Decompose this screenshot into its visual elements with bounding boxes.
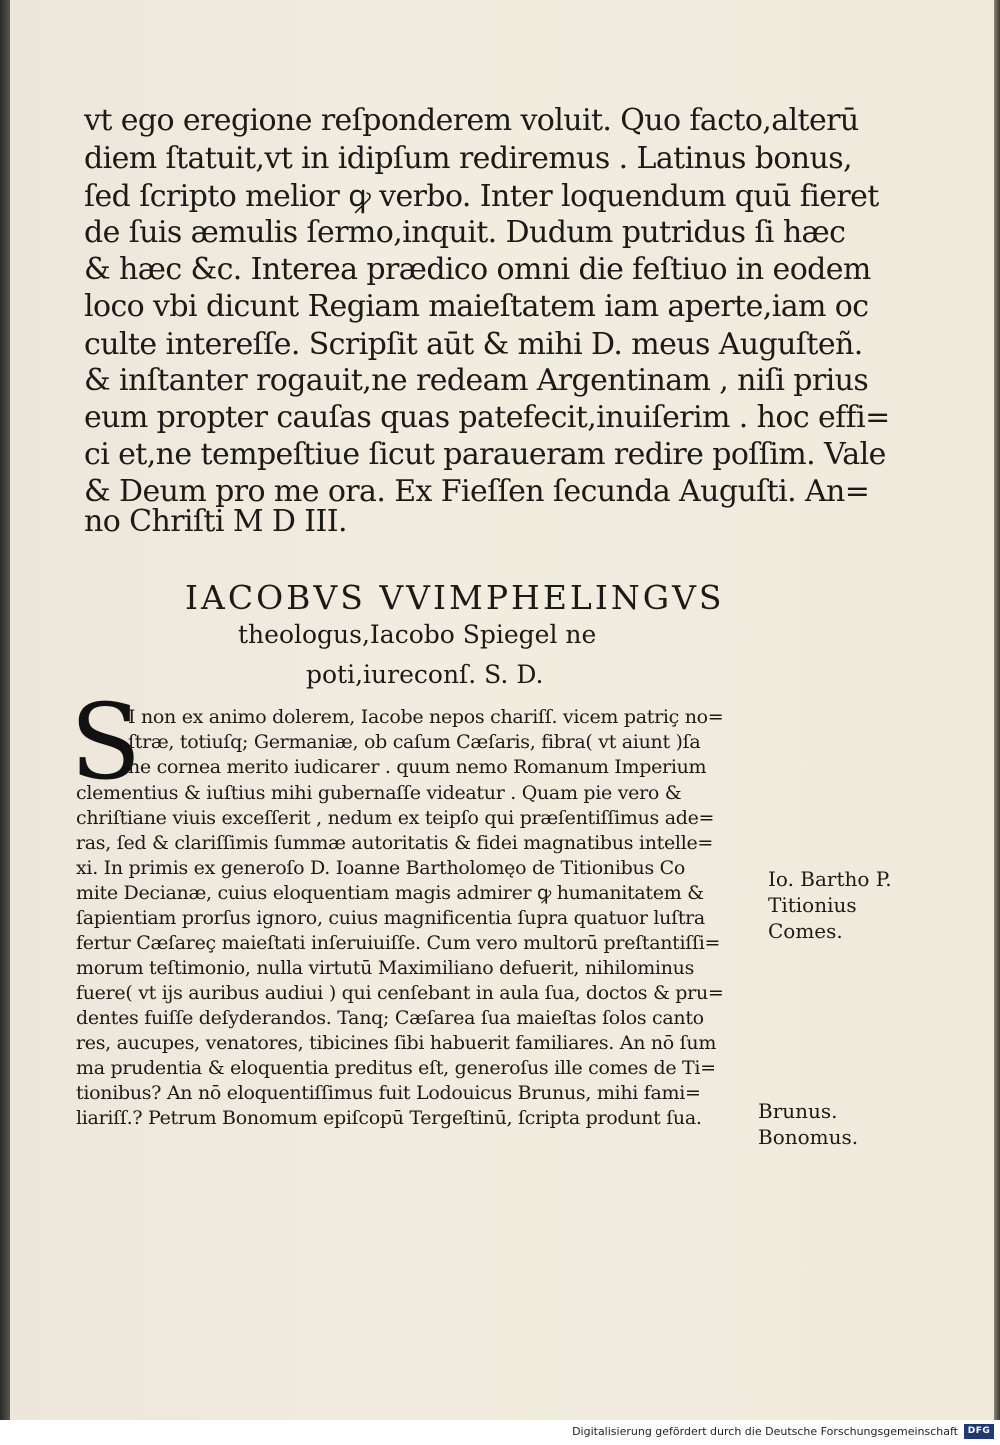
- body-line: morum teſtimonio, nulla virtutū Maximiliano defuerit, nihilominus: [76, 957, 695, 979]
- letter-line: & Deum pro me ora. Ex Fieſſen ſecunda Auguſti. An=: [84, 474, 870, 509]
- letter-line: no Chriſti M D III.: [84, 504, 347, 539]
- marginal-note-brunus: [758, 1098, 858, 1150]
- body-line: ſapientiam prorſus ignoro, cuius magnificentia ſupra quatuor luſtra: [76, 907, 705, 929]
- letter-line: vt ego eregione reſponderem voluit. Quo facto,alterū: [84, 103, 859, 138]
- marginal-note-line: Bonomus.: [758, 1125, 859, 1149]
- letter-line: loco vbi dicunt Regiam maieſtatem iam aperte,iam oc: [84, 289, 869, 324]
- body-line: mite Decianæ, cuius eloquentiam magis admirer ꝙ humanitatem &: [76, 882, 704, 904]
- body-line: fertur Cæſareç maieſtati inſeruiuiſſe. Cum vero multorū preſtantiſſi=: [76, 932, 721, 954]
- book-edge-right: [994, 0, 1000, 1420]
- letter-line: culte intereſſe. Scripſit aūt & mihi D. meus Auguſteñ.: [84, 327, 863, 362]
- decorated-initial: S: [70, 681, 142, 803]
- body-line: ras, ſed & clariſſimis ſummæ autoritatis & fidei magnatibus intelle=: [76, 832, 714, 854]
- letter-line: eum propter cauſas quas patefecit,inuiſerim . hoc effi=: [84, 400, 890, 435]
- body-line: liariſſ.? Petrum Bonomum epiſcopū Tergeſtinū, ſcripta produnt ſua.: [76, 1107, 702, 1129]
- marginal-note-line: Io. Bartho P.: [768, 867, 892, 891]
- body-line: ſtræ, totiuſq; Germaniæ, ob caſum Cæſaris, fibra( vt aiunt )ſa: [128, 731, 701, 753]
- marginal-note-line: Comes.: [768, 919, 843, 943]
- section-heading: IACOBVS VVIMPHELINGVS: [185, 578, 725, 617]
- body-line: chriſtiane viuis exceſſerit , nedum ex teipſo qui præſentiſſimus ade=: [76, 807, 715, 829]
- footer-bar: [0, 1420, 1000, 1445]
- book-edge-left: [0, 0, 10, 1420]
- book-page: [10, 0, 994, 1420]
- body-line: I non ex animo dolerem, Iacobe nepos chariſſ. vicem patriç no=: [128, 706, 724, 728]
- body-line: xi. In primis ex generoſo D. Ioanne Bartholomęo de Titionibus Co: [76, 857, 686, 879]
- letter-line: & hæc &c. Interea prædico omni die feſtiuo in eodem: [84, 252, 871, 287]
- letter-line: ſed ſcripto melior ꝙ verbo. Inter loquendum quū fieret: [84, 179, 879, 214]
- section-subheading: theologus,Iacobo Spiegel ne: [238, 620, 597, 649]
- body-line: ne cornea merito iudicarer . quum nemo Romanum Imperium: [128, 756, 707, 778]
- letter-line: diem ſtatuit,vt in idipſum rediremus . Latinus bonus,: [84, 141, 852, 176]
- body-line: fuere( vt ijs auribus audiui ) qui cenſebant in aula ſua, doctos & pru=: [76, 982, 724, 1004]
- body-line: ma prudentia & eloquentia preditus eſt, generoſus ille comes de Ti=: [76, 1057, 716, 1079]
- body-line: dentes fuiſſe deſyderandos. Tanq; Cæſarea ſua maieſtas ſolos canto: [76, 1007, 704, 1029]
- funding-notice: Digitalisierung gefördert durch die Deutsche Forschungsgemeinschaft: [572, 1425, 958, 1438]
- dfg-logo: DFG: [964, 1424, 994, 1439]
- letter-line: ci et,ne tempeſtiue ſicut paraueram redire poſſim. Vale: [84, 437, 886, 472]
- letter-line: & inſtanter rogauit,ne redeam Argentinam , niſi prius: [84, 363, 869, 398]
- section-subheading: poti,iureconſ. S. D.: [306, 660, 544, 689]
- marginal-note-titionius: [768, 866, 892, 944]
- letter-line: de ſuis æmulis ſermo,inquit. Dudum putridus ſi hæc: [84, 215, 846, 250]
- body-line: res, aucupes, venatores, tibicines ſibi habuerit familiares. An nō ſum: [76, 1032, 717, 1054]
- marginal-note-line: Brunus.: [758, 1099, 838, 1123]
- marginal-note-line: Titionius: [768, 893, 857, 917]
- body-line: tionibus? An nō eloquentiſſimus fuit Lodouicus Brunus, mihi fami=: [76, 1082, 701, 1104]
- body-line: clementius & iuſtius mihi gubernaſſe videatur . Quam pie vero &: [76, 782, 682, 804]
